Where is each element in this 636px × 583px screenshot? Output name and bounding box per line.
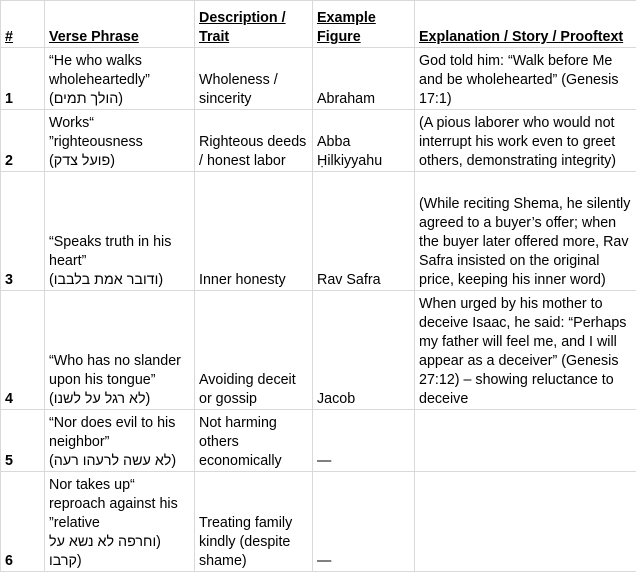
row-num: 1 bbox=[1, 48, 45, 110]
verse-cell: “He who walks wholeheartedly” (הולך תמים) bbox=[45, 48, 195, 110]
trait-cell: Wholeness / sincerity bbox=[195, 48, 313, 110]
verse-cell: Works“ ”righteousness (פועל צדק) bbox=[45, 110, 195, 172]
verse-cell: “Nor does evil to his neighbor” (לא עשה לרעהו רעה) bbox=[45, 410, 195, 472]
table-row bbox=[1, 172, 636, 291]
header-example: Example Figure bbox=[313, 1, 415, 48]
explanation-cell bbox=[415, 472, 636, 572]
explanation-cell bbox=[415, 410, 636, 472]
trait-cell: Righteous deeds / honest labor bbox=[195, 110, 313, 172]
explanation-cell: When urged by his mother to deceive Isaac, he said: “Perhaps my father will feel me, and I will appear as a deceiver” (Genesis 27:12) – showing reluctance to deceive bbox=[415, 291, 636, 410]
trait-cell: Not harming others economically bbox=[195, 410, 313, 472]
verse-cell: Nor takes up“ reproach against his ”relative וחרפה לא נשא על) קרבו) bbox=[45, 472, 195, 572]
header-description: Description / Trait bbox=[195, 1, 313, 48]
explanation-cell: God told him: “Walk before Me and be wholehearted” (Genesis 17:1) bbox=[415, 48, 636, 110]
trait-cell: Avoiding deceit or gossip bbox=[195, 291, 313, 410]
row-num: 2 bbox=[1, 110, 45, 172]
verse-cell: “Speaks truth in his heart” (ודובר אמת בלבבו) bbox=[45, 172, 195, 291]
header-explanation: Explanation / Story / Prooftext bbox=[415, 1, 636, 48]
table-row bbox=[1, 48, 636, 110]
figure-cell: Abraham bbox=[313, 48, 415, 110]
row-num: 6 bbox=[1, 472, 45, 572]
verse-cell: “Who has no slander upon his tongue” (לא רגל על לשנו) bbox=[45, 291, 195, 410]
trait-cell: Inner honesty bbox=[195, 172, 313, 291]
figure-cell: Rav Safra bbox=[313, 172, 415, 291]
explanation-cell: (While reciting Shema, he silently agreed to a buyer’s offer; when the buyer later offered more, Rav Safra insisted on the original price, keeping his inner word) bbox=[415, 172, 636, 291]
table-row bbox=[1, 410, 636, 472]
explanation-cell: (A pious laborer who would not interrupt his work even to greet others, demonstrating integrity) bbox=[415, 110, 636, 172]
header-num: # bbox=[1, 1, 45, 48]
table-row bbox=[1, 472, 636, 572]
header-row bbox=[1, 1, 636, 48]
figure-cell: Jacob bbox=[313, 291, 415, 410]
header-verse-phrase: Verse Phrase bbox=[45, 1, 195, 48]
row-num: 4 bbox=[1, 291, 45, 410]
row-num: 5 bbox=[1, 410, 45, 472]
trait-cell: Treating family kindly (despite shame) bbox=[195, 472, 313, 572]
figure-cell: — bbox=[313, 410, 415, 472]
row-num: 3 bbox=[1, 172, 45, 291]
table-row bbox=[1, 110, 636, 172]
figure-cell: Abba Ḥilkiyyahu bbox=[313, 110, 415, 172]
table-row bbox=[1, 291, 636, 410]
figure-cell: — bbox=[313, 472, 415, 572]
